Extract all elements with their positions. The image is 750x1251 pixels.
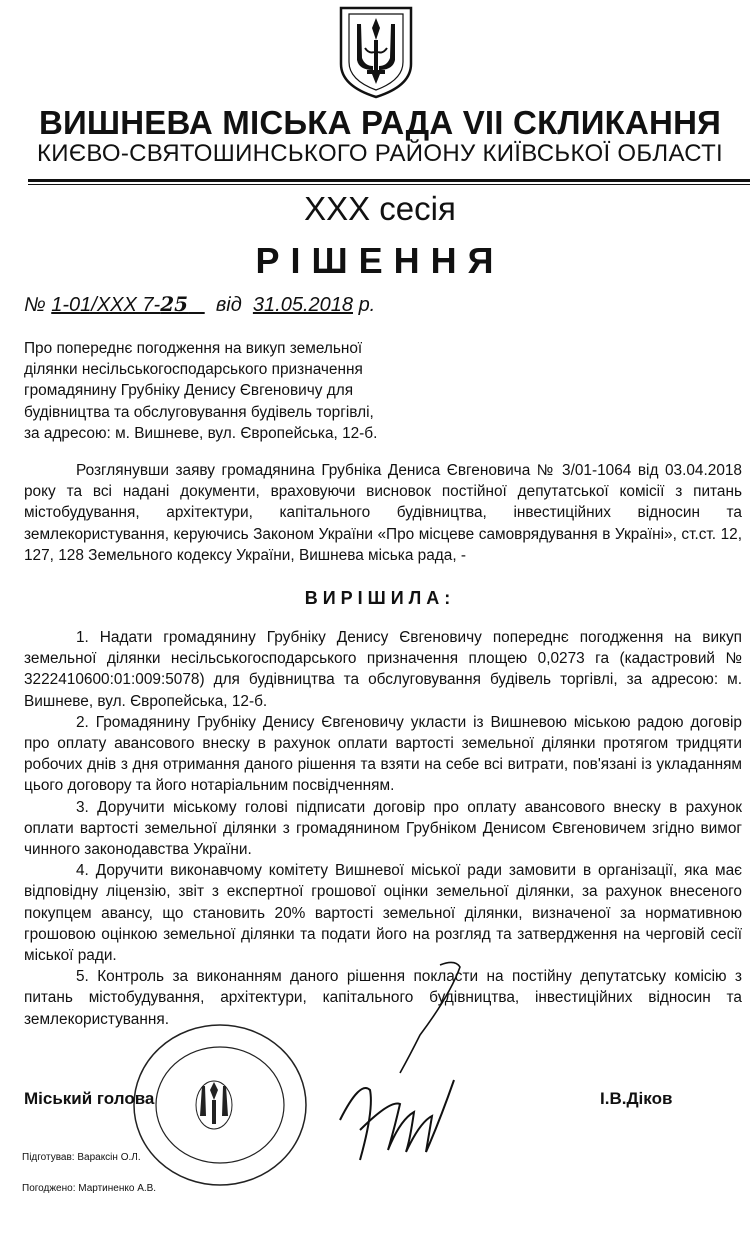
decision-item: 1. Надати громадянину Грубніку Денису Євгеновичу попереднє погодження на викуп земельної ділянки несільськогосподарського призначення площею 0,0273 га (кадастровий № 3222410600:01:009:5078) для будівництва та обслуговування будівель торгівлі, за адресою: м. Вишневе, вул. Європейська, 12-б. — [24, 629, 742, 710]
subject-line: громадянину Грубніку Денису Євгеновичу для — [24, 382, 354, 400]
mayor-title: Міський голова — [24, 1089, 155, 1108]
council-title: ВИШНЕВА МІСЬКА РАДА VII СКЛИКАННЯ — [38, 104, 722, 141]
decision-item: 5. Контроль за виконанням даного рішення покласти на постійну депутатську комісію з питань містобудування, архітектури, капітального будівництва, інвестиційних відносин та землекористування. — [24, 968, 742, 1028]
subject-line: за адресою: м. Вишневе, вул. Європейська, 12-б. — [24, 424, 378, 442]
session-title: XXX сесія — [304, 190, 456, 227]
decision-number-line — [24, 292, 375, 317]
number-printed: 1-01/XXX 7- — [51, 294, 161, 316]
number-handwritten: 25 — [160, 292, 189, 316]
coat-of-arms-icon — [335, 4, 417, 100]
subject-line: Про попереднє погодження на викуп земельної — [24, 340, 363, 357]
official-stamp — [130, 1020, 310, 1190]
mayor-signature — [330, 1060, 470, 1180]
subject-line: ділянки несільськогосподарського призначення — [24, 361, 363, 379]
prepared-by: Підготував: Вараксін О.Л. — [22, 1152, 141, 1163]
number-label: № — [24, 294, 46, 316]
agreed-by: Погоджено: Мартиненко А.В. — [22, 1183, 157, 1194]
document-type: РІШЕННЯ — [255, 240, 505, 281]
mayor-name: І.В.Діков — [600, 1089, 673, 1108]
decision-item: 3. Доручити міському голові підписати договір про оплату авансового внеску в рахунок оплати вартості земельної ділянки з громадянином Грубніком Денисом Євгеновичем згідно вимог чинного законодавства України. — [24, 798, 742, 859]
decision-subject — [24, 338, 378, 444]
handwritten-stroke — [380, 955, 580, 1075]
subject-line: будівництва та обслуговування будівель торгівлі, — [24, 403, 374, 421]
preamble — [24, 460, 742, 566]
preamble-text: Розглянувши заяву громадянина Грубніка Дениса Євгеновича № 3/01-1064 від 03.04.2018 року та всі надані документи, враховуючи висновок постійної депутатської комісії з питань містобудування, архітектури, капітального будівництва, інвестиційних відносин та землекористування, керуючись Законом України «Про місцеве самоврядування в Україні», ст.ст. 12, 127, 128 Земельного кодексу України, Вишнева міська рада, - — [24, 462, 742, 564]
year-suffix: р. — [358, 294, 376, 316]
district-subtitle: КИЄВО-СВЯТОШИНСЬКОГО РАЙОНУ КИЇВСЬКОЇ ОБЛАСТІ — [37, 140, 723, 167]
header-divider-thick — [28, 179, 750, 182]
header-divider-thin — [28, 184, 750, 185]
decision-number — [51, 294, 204, 316]
resolved-heading: ВИРІШИЛА: — [304, 588, 456, 608]
decision-date: 31.05.2018 — [252, 294, 353, 316]
from-label: від — [215, 294, 242, 316]
decision-item: 4. Доручити виконавчому комітету Вишневої міської ради замовити в організації, яка має відповідну ліцензію, звіт з експертної грошової оцінки земельної ділянки, за рахунок внесеного покупцем авансу, що становить 20% вартості земельної ділянки, визначеної за нормативною грошовою оцінкою земельної ділянки та подати його на розгляд та затвердження на черговій сесії міської ради. — [24, 862, 742, 965]
decision-item: 2. Громадянину Грубніку Денису Євгеновичу укласти із Вишневою міською радою договір про оплату авансового внеску в рахунок оплати вартості земельної ділянки протягом тридцяти робочих днів з дня отримання даного рішення та взяти на себе всі витрати, пов'язані із укладанням цього договору та його нотаріальним посвідченням. — [24, 713, 742, 795]
